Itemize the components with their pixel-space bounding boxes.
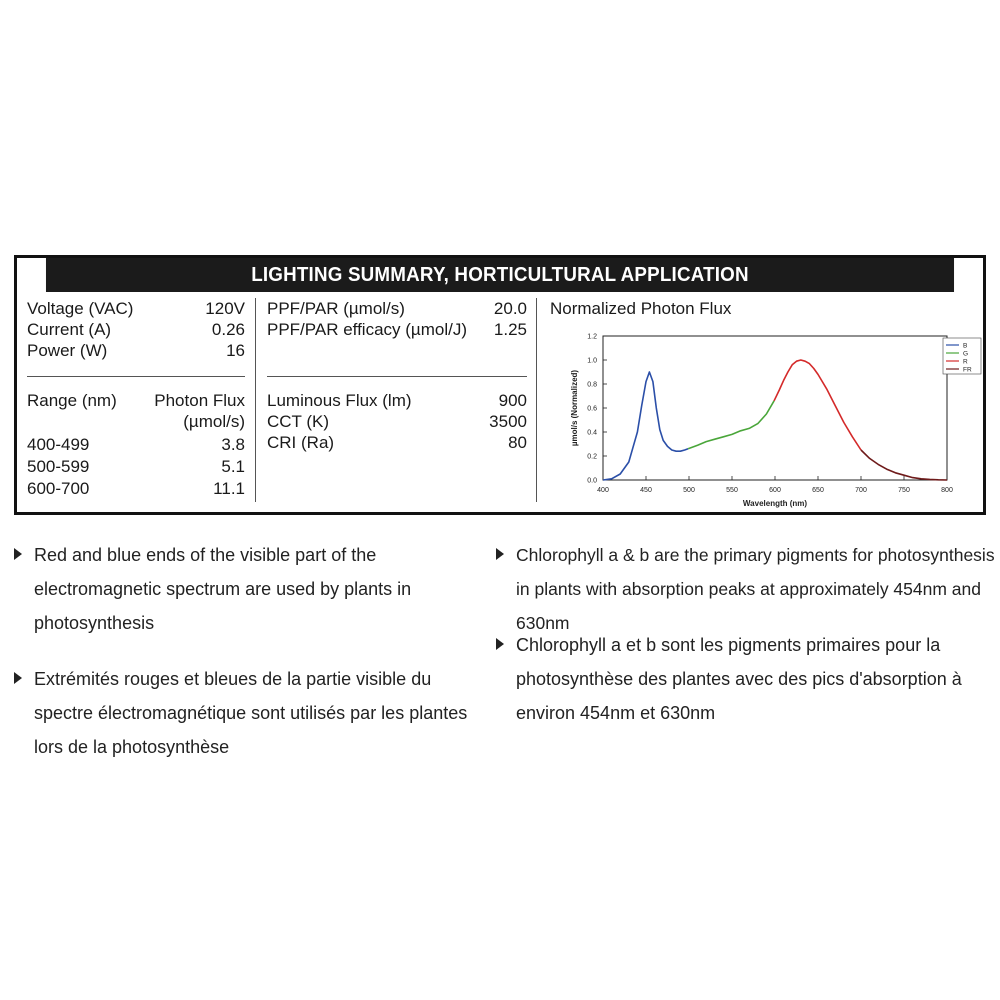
legend-label: FR [963,366,972,374]
x-tick-label: 750 [898,487,910,494]
x-tick-label: 550 [726,487,738,494]
bullet-arrow-icon [496,638,504,650]
x-tick-label: 450 [640,487,652,494]
x-tick-label: 700 [855,487,867,494]
y-tick-label: 0.0 [587,477,597,485]
legend-label: B [963,342,968,350]
y-tick-label: 1.2 [587,333,597,341]
panel-title: LIGHTING SUMMARY, HORTICULTURAL APPLICATION [46,258,954,292]
x-tick-label: 600 [769,487,781,494]
bullet-item: Red and blue ends of the visible part of the electromagnetic spectrum are used by plants in photosynthesis [14,538,474,648]
series-line-g [688,401,774,449]
x-tick-label: 800 [941,487,953,494]
bullet-item: Chlorophyll a et b sont les pigments primaires pour la photosynthèse des plantes avec des pics d'absorption à environ 454nm et 630nm [496,628,996,738]
x-tick-label: 500 [683,487,695,494]
y-tick-label: 0.2 [587,453,597,461]
column-divider [255,298,256,502]
x-axis-label: Wavelength (nm) [742,499,808,508]
x-tick-label: 650 [812,487,824,494]
y-tick-label: 0.8 [587,381,597,389]
legend-label: G [963,350,969,358]
bullet-arrow-icon [14,672,22,684]
y-tick-label: 0.4 [587,429,597,437]
series-line-b [603,372,688,480]
electrical-column: Voltage (VAC) 120V Current (A) 0.26 Power (W) 16 Range (nm) Photon Flux (µmol/s) 400-499 3.8 500-599 5.1 600-700 11.1 [27,299,245,498]
lighting-summary-panel [14,255,986,515]
column-divider [536,298,537,502]
series-line-r [774,360,861,450]
bullet-arrow-icon [496,548,504,560]
bullet-item: Chlorophyll a & b are the primary pigments for photosynthesis in plants with absorption peaks at approximately 454nm and 630nm [496,538,996,618]
series-line-fr [861,450,947,480]
y-tick-label: 1.0 [587,357,597,365]
chart-title: Normalized Photon Flux [550,299,732,318]
photon-flux-chart [549,328,972,512]
photometric-column: PPF/PAR (µmol/s) 20.0 PPF/PAR efficacy (µmol/J) 1.25 Luminous Flux (lm) 900 CCT (K) 3500 CRI (Ra) 80 [267,299,527,452]
bullet-item: Extrémités rouges et bleues de la partie visible du spectre électromagnétique sont utilisés par les plantes lors de la photosynthèse [14,662,474,772]
y-axis-label: µmol/s (Normalized) [570,369,579,447]
bullet-arrow-icon [14,548,22,560]
plot-frame [603,336,947,480]
x-tick-label: 400 [597,487,609,494]
divider [267,376,527,377]
divider [27,376,245,377]
y-tick-label: 0.6 [587,405,597,413]
legend-label: R [963,358,968,366]
